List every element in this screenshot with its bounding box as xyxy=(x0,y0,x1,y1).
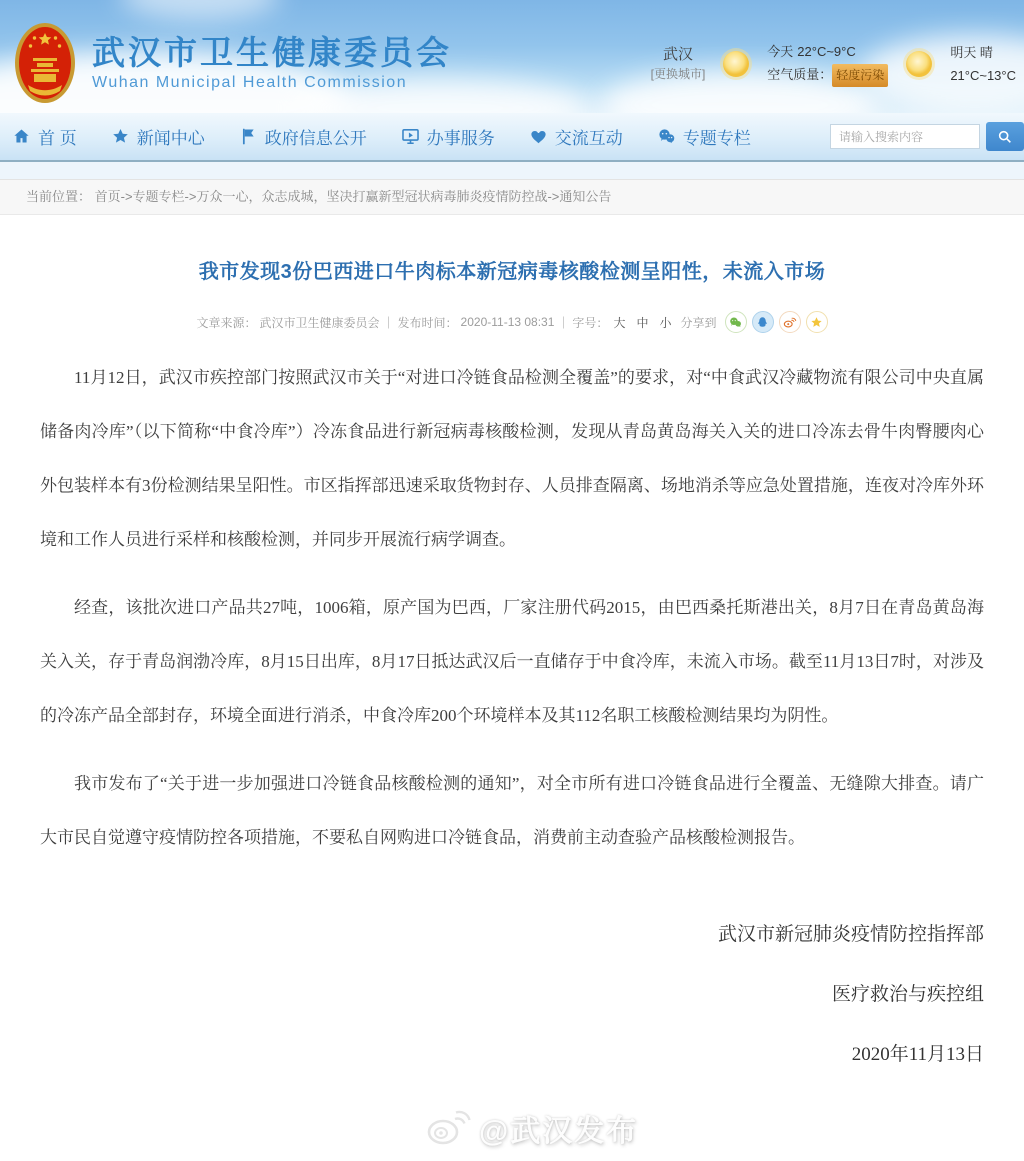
weather-widget xyxy=(651,40,1016,87)
paragraph: 11月12日，武汉市疾控部门按照武汉市关于“对进口冷链食品检测全覆盖”的要求，对“中食武汉冷藏物流有限公司中央直属储备肉冷库”（以下简称“中食冷库”）冷冻食品进行新冠病毒核酸检测，发现从青岛黄岛海关入关的进口冷冻去骨牛肉臀腰肉心外包装样本有3份检测结果呈阳性。市区指挥部迅速采取货物封存、人员排查隔离、场地消杀等应急处置措施，连夜对冷库外环境和工作人员进行采样和核酸检测，并同步开展流行病学调查。 xyxy=(40,368,984,549)
nav-spacer xyxy=(0,162,1024,179)
paragraph: 我市发布了“关于进一步加强进口冷链食品核酸检测的通知”，对全市所有进口冷链食品进行全覆盖、无缝隙大排查。请广大市民自觉遵守疫情防控各项措施，不要私自网购进口冷链食品，消费前主动查验产品核酸检测报告。 xyxy=(40,774,984,847)
nav-item-label: 交流互动 xyxy=(554,129,623,148)
article-body xyxy=(40,351,984,865)
signature-org: 武汉市新冠肺炎疫情防控指挥部 xyxy=(717,924,984,945)
signature-date: 2020年11月13日 xyxy=(851,1044,984,1065)
site-header xyxy=(0,0,1024,113)
weather-city: 武汉 xyxy=(662,45,693,63)
nav-item-label: 专题专栏 xyxy=(682,129,751,148)
breadcrumb-path[interactable]: 首页->专题专栏->万众一心，众志成城，坚决打赢新型冠状病毒肺炎疫情防控战->通知公告 xyxy=(94,189,612,204)
heart-icon xyxy=(529,127,548,146)
wechat-share-icon[interactable] xyxy=(725,311,747,333)
qq-share-icon[interactable] xyxy=(752,311,774,333)
article-meta xyxy=(40,311,984,333)
air-quality-label: 空气质量： xyxy=(767,67,833,82)
watermark xyxy=(425,1106,638,1150)
wechat-icon xyxy=(657,127,676,146)
tomorrow-temp: 21°C~13°C xyxy=(950,67,1016,83)
monitor-icon xyxy=(401,127,420,146)
signature-block xyxy=(40,905,984,1085)
article-content xyxy=(0,255,1024,1085)
article-title: 我市发现3份巴西进口牛肉标本新冠病毒核酸检测呈阳性，未流入市场 xyxy=(198,261,826,283)
nav-item-label: 首 页 xyxy=(38,129,77,148)
nav-item-special-columns[interactable] xyxy=(657,124,751,149)
national-emblem-icon xyxy=(14,22,76,104)
search-icon xyxy=(997,129,1013,145)
search-box xyxy=(830,122,1024,151)
site-logo[interactable] xyxy=(14,22,452,104)
paragraph: 经查，该批次进口产品共27吨，1006箱，原产国为巴西，厂家注册代码2015，由巴西桑托斯港出关，8月7日在青岛黄岛海关入关，存于青岛润渤冷库，8月15日出库，8月17日抵达武汉后一直储存于中食冷库，未流入市场。截至11月13日7时，对涉及的冷冻产品全部封存，环境全面进行消杀，中食冷库200个环境样本及其112名职工核酸检测结果均为阴性。 xyxy=(40,598,984,725)
sun-icon xyxy=(901,46,937,82)
site-title: 武汉市卫生健康委员会 xyxy=(92,33,452,71)
font-size-small-button[interactable]: 小 xyxy=(659,315,676,330)
today-label: 今天 xyxy=(767,44,794,59)
tomorrow-label: 明天 晴 xyxy=(950,44,993,60)
publish-time-label: 发布时间： xyxy=(397,315,458,330)
site-subtitle: Wuhan Municipal Health Commission xyxy=(92,73,408,91)
weather-tomorrow xyxy=(950,41,1016,87)
nav-item-label: 政府信息公开 xyxy=(264,129,367,148)
flag-icon xyxy=(239,127,258,146)
sun-icon xyxy=(718,46,754,82)
nav-item-interaction[interactable] xyxy=(529,124,623,149)
nav-item-label: 办事服务 xyxy=(426,129,495,148)
weibo-share-icon[interactable] xyxy=(779,311,801,333)
meta-separator: ｜ xyxy=(382,315,395,330)
nav-item-home[interactable] xyxy=(12,124,77,149)
share-icons xyxy=(725,311,828,333)
breadcrumb-label: 当前位置： xyxy=(26,189,92,204)
font-size-medium-button[interactable]: 中 xyxy=(636,315,653,330)
nav-item-news[interactable] xyxy=(111,124,205,149)
nav-item-label: 新闻中心 xyxy=(136,129,205,148)
site-title-block xyxy=(92,35,452,92)
breadcrumb xyxy=(0,179,1024,215)
weibo-icon xyxy=(425,1109,471,1147)
weather-today xyxy=(767,40,888,87)
search-input[interactable] xyxy=(830,124,980,149)
home-icon xyxy=(12,127,31,146)
air-quality-badge: 轻度污染 xyxy=(832,64,888,87)
meta-separator: ｜ xyxy=(557,315,570,330)
signature-group: 医疗救治与疾控组 xyxy=(831,984,984,1005)
search-button[interactable] xyxy=(986,122,1024,151)
font-size-label: 字号： xyxy=(572,315,609,330)
publish-time-value: 2020-11-13 08:31 xyxy=(460,315,555,329)
qzone-star-icon[interactable] xyxy=(806,311,828,333)
star-icon xyxy=(111,127,130,146)
share-label: 分享到 xyxy=(680,315,717,330)
change-city-link[interactable]: [更换城市] xyxy=(650,66,706,81)
cloud-decoration xyxy=(120,0,280,20)
today-temp: 22°C~9°C xyxy=(797,44,856,59)
font-size-large-button[interactable]: 大 xyxy=(613,315,630,330)
source-label: 文章来源： xyxy=(196,315,257,330)
nav-item-gov-info[interactable] xyxy=(239,124,367,149)
main-nav xyxy=(0,113,1024,162)
source-value: 武汉市卫生健康委员会 xyxy=(259,315,380,330)
weather-city-block xyxy=(651,45,706,83)
watermark-text: @武汉发布 xyxy=(479,1115,639,1148)
nav-item-services[interactable] xyxy=(401,124,495,149)
